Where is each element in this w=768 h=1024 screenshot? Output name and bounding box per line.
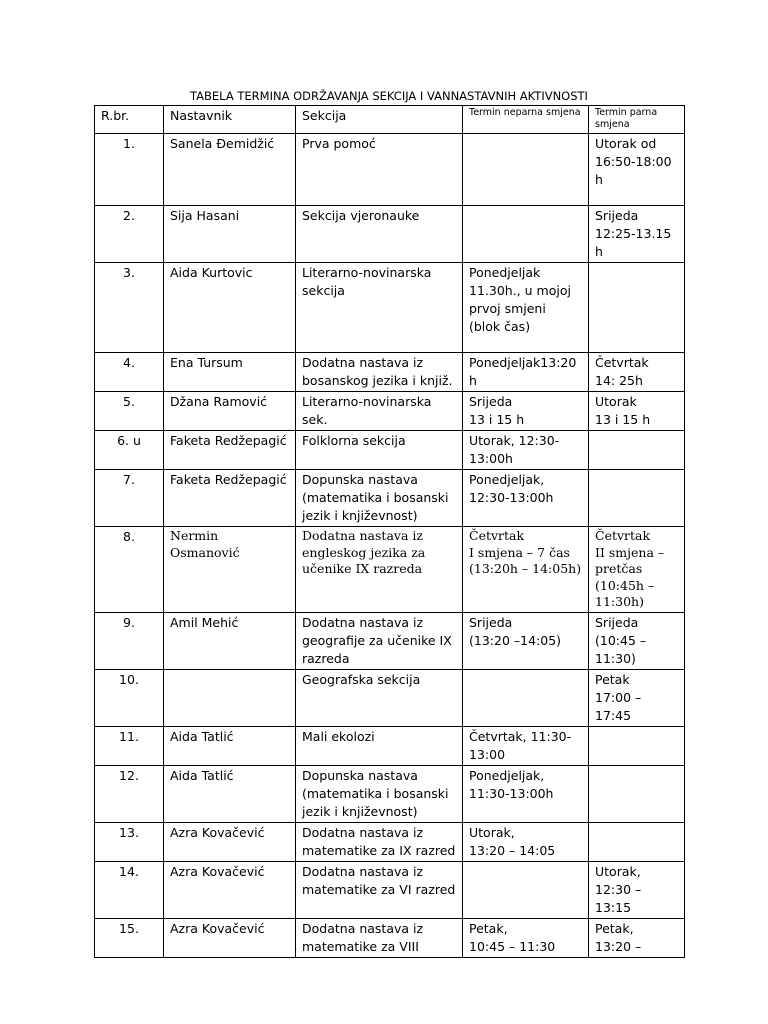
section-cell: Dodatna nastava iz geografije za učenike IX razreda — [296, 613, 463, 670]
odd-shift-term-cell — [463, 134, 589, 206]
teacher-cell: Faketa Redžepagić — [164, 431, 296, 470]
teacher-cell: Džana Ramović — [164, 392, 296, 431]
row-number: 5. — [95, 392, 164, 431]
row-number: 15. — [95, 919, 164, 958]
row-number: 3. — [95, 263, 164, 353]
row-number: 2. — [95, 206, 164, 263]
odd-shift-term-cell — [463, 670, 589, 727]
table-row — [95, 392, 685, 431]
row-number: 9. — [95, 613, 164, 670]
table-body — [95, 134, 685, 958]
table-row — [95, 766, 685, 823]
row-number: 14. — [95, 862, 164, 919]
table-row — [95, 353, 685, 392]
even-shift-term-cell: Utorak od 16:50-18:00 h — [589, 134, 685, 206]
teacher-cell — [164, 670, 296, 727]
even-shift-term-cell: Srijeda (10:45 – 11:30) — [589, 613, 685, 670]
section-cell: Geografska sekcija — [296, 670, 463, 727]
table-row — [95, 919, 685, 958]
even-shift-term-cell — [589, 470, 685, 527]
odd-shift-term-cell: Ponedjeljak, 11:30-13:00h — [463, 766, 589, 823]
row-number: 1. — [95, 134, 164, 206]
odd-shift-term-cell: Srijeda 13 i 15 h — [463, 392, 589, 431]
odd-shift-term-cell — [463, 206, 589, 263]
header-termin-parna: Termin parna smjena — [589, 106, 685, 134]
header-rbr: R.br. — [95, 106, 164, 134]
row-number: 8. — [95, 527, 164, 613]
teacher-cell: Nermin Osmanović — [164, 527, 296, 613]
odd-shift-term-cell: Ponedjeljak 11.30h., u mojoj prvoj smjeni (blok čas) — [463, 263, 589, 353]
teacher-cell: Aida Tatlić — [164, 727, 296, 766]
odd-shift-term-cell: Petak, 10:45 – 11:30 — [463, 919, 589, 958]
table-row — [95, 670, 685, 727]
teacher-cell: Sanela Đemidžić — [164, 134, 296, 206]
teacher-cell: Azra Kovačević — [164, 823, 296, 862]
header-termin-neparna: Termin neparna smjena — [463, 106, 589, 134]
schedule-table — [94, 105, 685, 958]
table-row — [95, 470, 685, 527]
section-cell: Dodatna nastava iz engleskog jezika za učenike IX razreda — [296, 527, 463, 613]
section-cell: Prva pomoć — [296, 134, 463, 206]
table-row — [95, 431, 685, 470]
odd-shift-term-cell: Četvrtak, 11:30- 13:00 — [463, 727, 589, 766]
odd-shift-term-cell: Ponedjeljak, 12:30-13:00h — [463, 470, 589, 527]
even-shift-term-cell — [589, 823, 685, 862]
section-cell: Literarno-novinarska sek. — [296, 392, 463, 431]
header-nastavnik: Nastavnik — [164, 106, 296, 134]
teacher-cell: Azra Kovačević — [164, 919, 296, 958]
row-number: 10. — [95, 670, 164, 727]
row-number: 11. — [95, 727, 164, 766]
even-shift-term-cell: Utorak, 12:30 – 13:15 — [589, 862, 685, 919]
even-shift-term-cell: Četvrtak II smjena – pretčas (10:45h – 11:30h) — [589, 527, 685, 613]
row-number: 12. — [95, 766, 164, 823]
teacher-cell: Aida Kurtovic — [164, 263, 296, 353]
table-header-row — [95, 106, 685, 134]
row-number: 4. — [95, 353, 164, 392]
even-shift-term-cell: Srijeda 12:25-13.15 h — [589, 206, 685, 263]
even-shift-term-cell: Petak 17:00 – 17:45 — [589, 670, 685, 727]
section-cell: Dodatna nastava iz bosanskog jezika i knjiž. — [296, 353, 463, 392]
teacher-cell: Amil Mehić — [164, 613, 296, 670]
teacher-cell: Faketa Redžepagić — [164, 470, 296, 527]
even-shift-term-cell: Petak, 13:20 – — [589, 919, 685, 958]
teacher-cell: Sija Hasani — [164, 206, 296, 263]
table-row — [95, 134, 685, 206]
row-number: 7. — [95, 470, 164, 527]
odd-shift-term-cell: Ponedjeljak13:20 h — [463, 353, 589, 392]
teacher-cell: Azra Kovačević — [164, 862, 296, 919]
table-row — [95, 823, 685, 862]
teacher-cell: Aida Tatlić — [164, 766, 296, 823]
even-shift-term-cell — [589, 766, 685, 823]
even-shift-term-cell — [589, 727, 685, 766]
even-shift-term-cell: Četvrtak 14: 25h — [589, 353, 685, 392]
even-shift-term-cell — [589, 431, 685, 470]
section-cell: Sekcija vjeronauke — [296, 206, 463, 263]
section-cell: Dopunska nastava (matematika i bosanski jezik i književnost) — [296, 766, 463, 823]
odd-shift-term-cell: Srijeda (13:20 –14:05) — [463, 613, 589, 670]
even-shift-term-cell — [589, 263, 685, 353]
table-row — [95, 862, 685, 919]
section-cell: Mali ekolozi — [296, 727, 463, 766]
row-number: 13. — [95, 823, 164, 862]
section-cell: Dodatna nastava iz matematike za IX razred — [296, 823, 463, 862]
section-cell: Literarno-novinarska sekcija — [296, 263, 463, 353]
header-sekcija: Sekcija — [296, 106, 463, 134]
document-title: TABELA TERMINA ODRŽAVANJA SEKCIJA I VANNASTAVNIH AKTIVNOSTI — [190, 89, 588, 103]
section-cell: Folklorna sekcija — [296, 431, 463, 470]
table-row — [95, 206, 685, 263]
table-row — [95, 263, 685, 353]
odd-shift-term-cell — [463, 862, 589, 919]
table-row — [95, 613, 685, 670]
section-cell: Dodatna nastava iz matematike za VIII — [296, 919, 463, 958]
table-row — [95, 727, 685, 766]
row-number: 6. u — [95, 431, 164, 470]
section-cell: Dodatna nastava iz matematike za VI razred — [296, 862, 463, 919]
even-shift-term-cell: Utorak 13 i 15 h — [589, 392, 685, 431]
table-row — [95, 527, 685, 613]
odd-shift-term-cell: Utorak, 13:20 – 14:05 — [463, 823, 589, 862]
teacher-cell: Ena Tursum — [164, 353, 296, 392]
odd-shift-term-cell: Utorak, 12:30- 13:00h — [463, 431, 589, 470]
odd-shift-term-cell: Četvrtak I smjena – 7 čas (13:20h – 14:05h) — [463, 527, 589, 613]
section-cell: Dopunska nastava (matematika i bosanski jezik i književnost) — [296, 470, 463, 527]
